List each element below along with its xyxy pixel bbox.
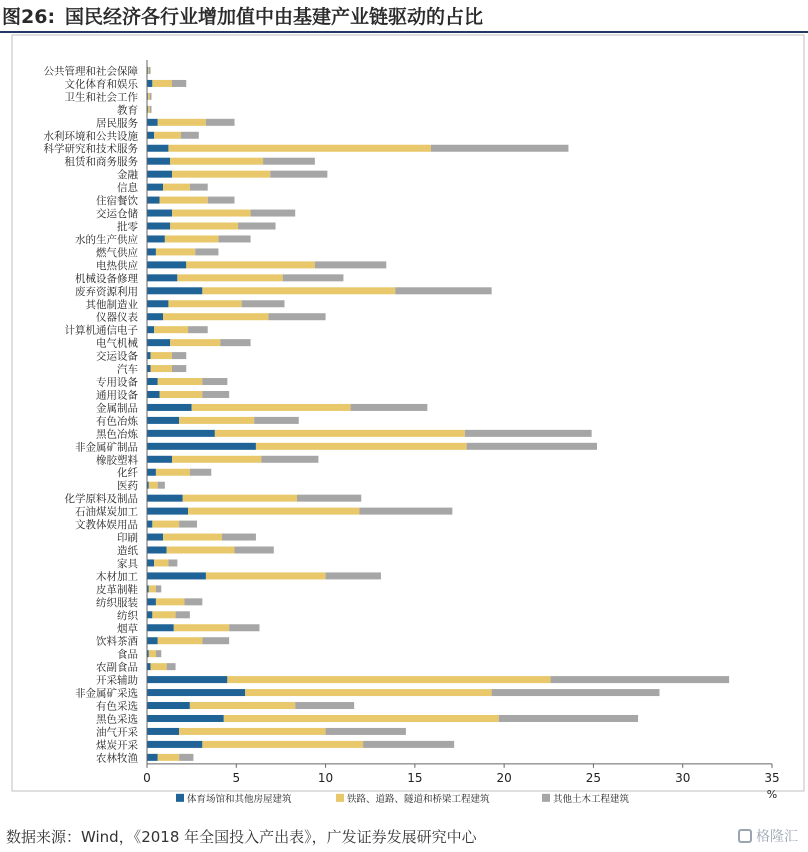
bar-segment (156, 469, 190, 476)
bar-segment (149, 482, 158, 489)
y-tick-label: 住宿餐饮 (96, 195, 138, 208)
bar-segment (147, 689, 245, 696)
y-tick-label: 黑色冶炼 (96, 428, 138, 441)
bar-segment (147, 508, 188, 515)
y-tick-label: 汽车 (117, 363, 138, 376)
bar-segment (395, 287, 491, 294)
y-tick-label: 皮革制鞋 (96, 583, 138, 596)
bar-segment (158, 119, 206, 126)
bar-segment (245, 689, 491, 696)
bar-segment (147, 702, 190, 709)
bar-segment (158, 378, 203, 385)
bar-segment (147, 430, 215, 437)
y-tick-label: 教育 (117, 104, 138, 117)
y-tick-label: 纺织服装 (96, 596, 138, 609)
y-tick-label: 通用设备 (96, 389, 138, 402)
bar-segment (147, 443, 256, 450)
figure-title: 国民经济各行业增加值中由基建产业链驱动的占比 (65, 5, 484, 28)
watermark (738, 826, 798, 846)
bar-segment (185, 598, 203, 605)
bar-segment (235, 547, 274, 554)
y-tick-label: 水的生产供应 (75, 233, 138, 246)
bar-segment (149, 585, 156, 592)
bar-segment (188, 326, 208, 333)
bar-segment (297, 495, 361, 502)
bar-segment (188, 508, 359, 515)
y-tick-label: 水利环境和公共设施 (43, 130, 138, 143)
y-tick-label: 信息 (117, 182, 138, 195)
y-tick-label: 电气机械 (96, 337, 138, 350)
bar-segment (147, 521, 152, 528)
bar-segment (176, 611, 190, 618)
bar-segment (147, 572, 206, 579)
legend-swatch (176, 794, 184, 802)
bar-segment (147, 365, 151, 372)
bar-segment (147, 223, 170, 230)
bar-segment (147, 313, 163, 320)
bar-segment (179, 728, 325, 735)
y-tick-label: 家具 (117, 557, 138, 570)
bar-segment (268, 313, 325, 320)
y-tick-label: 专用设备 (96, 376, 138, 389)
bar-segment (147, 728, 179, 735)
bar-segment (147, 158, 170, 165)
bar-segment (163, 534, 222, 541)
bar-segment (551, 676, 730, 683)
bar-segment (179, 521, 197, 528)
bar-segment (160, 391, 203, 398)
bar-segment (172, 80, 186, 87)
x-tick-label: 0 (143, 770, 151, 785)
bar-segment (261, 456, 318, 463)
bar-segment (158, 482, 165, 489)
bar-segment (147, 248, 156, 255)
bar-segment (149, 650, 156, 657)
legend-swatch (542, 794, 550, 802)
bar-segment (227, 676, 550, 683)
bar-segment (202, 637, 229, 644)
bar-segment (147, 637, 158, 644)
bar-segment (202, 287, 395, 294)
bar-segment (156, 248, 195, 255)
legend-label: 其他土木工程建筑 (553, 793, 630, 805)
bar-segment (147, 534, 163, 541)
y-tick-label: 化学原料及制品 (64, 493, 138, 506)
bar-segment (147, 235, 165, 242)
x-tick-label: 30 (675, 770, 691, 785)
y-tick-label: 废弃资源利用 (75, 285, 138, 298)
bar-segment (202, 378, 227, 385)
bar-segment (147, 378, 158, 385)
bar-segment (147, 119, 158, 126)
bar-segment (147, 261, 186, 268)
bar-segment (168, 300, 241, 307)
bar-segment (242, 300, 285, 307)
bar-segment (172, 365, 186, 372)
bar-segment (163, 313, 268, 320)
bar-segment (170, 223, 238, 230)
bar-segment (172, 210, 251, 217)
bar-segment (150, 93, 152, 100)
bar-segment (147, 132, 154, 139)
bar-segment (218, 235, 250, 242)
y-tick-label: 电热供应 (96, 259, 138, 272)
bar-segment (147, 210, 172, 217)
bar-segment (147, 611, 152, 618)
y-tick-label: 黑色采选 (96, 713, 138, 726)
bar-segment (147, 404, 192, 411)
bar-segment (431, 145, 569, 152)
bar-segment (192, 404, 351, 411)
bar-segment (172, 171, 270, 178)
y-tick-label: 文教体娱用品 (75, 519, 138, 532)
bar-segment (222, 534, 256, 541)
bar-segment (202, 741, 363, 748)
x-tick-label: 15 (407, 770, 423, 785)
bar-segment (172, 456, 261, 463)
bar-segment (147, 274, 177, 281)
bar-segment (158, 754, 179, 761)
y-tick-label: 印刷 (117, 532, 138, 545)
bar-segment (147, 391, 160, 398)
bar-segment (147, 624, 174, 631)
bar-segment (254, 417, 299, 424)
y-tick-label: 卫生和社会工作 (64, 91, 138, 104)
bar-segment (263, 158, 315, 165)
title-divider (0, 31, 808, 33)
bar-segment (174, 624, 229, 631)
bar-segment (147, 326, 154, 333)
bar-segment (148, 93, 150, 100)
y-tick-label: 造纸 (117, 545, 138, 557)
y-tick-label: 非金属矿采选 (75, 687, 138, 700)
bar-segment (179, 754, 193, 761)
y-tick-label: 有色冶炼 (96, 415, 138, 428)
bar-segment (147, 715, 224, 722)
y-tick-label: 木材加工 (96, 570, 138, 583)
bar-segment (202, 391, 229, 398)
bar-segment (165, 235, 219, 242)
bar-segment (152, 80, 172, 87)
stacked-bar-chart (0, 34, 808, 822)
bar-segment (147, 676, 227, 683)
bar-segment (170, 339, 220, 346)
bar-segment (499, 715, 638, 722)
y-tick-label: 金融 (117, 169, 138, 182)
bar-segment (147, 145, 168, 152)
bar-segment (283, 274, 344, 281)
bar-segment (492, 689, 660, 696)
x-tick-label: 25 (585, 770, 602, 785)
y-tick-label: 石油煤炭加工 (75, 506, 138, 519)
bar-segment (179, 417, 254, 424)
bar-segment (152, 521, 179, 528)
bar-segment (151, 365, 172, 372)
y-tick-label: 居民服务 (96, 117, 138, 130)
bar-segment (150, 106, 152, 113)
bar-segment (147, 598, 156, 605)
bar-segment (206, 119, 235, 126)
bar-segment (147, 456, 172, 463)
bar-segment (147, 559, 154, 566)
bar-segment (181, 132, 199, 139)
y-tick-label: 计算机通信电子 (64, 324, 138, 337)
y-tick-label: 纺织 (117, 609, 138, 622)
bar-segment (147, 417, 179, 424)
bar-segment (154, 132, 181, 139)
y-tick-label: 食品 (117, 648, 138, 661)
bar-segment (229, 624, 259, 631)
y-tick-label: 公共管理和社会保障 (43, 65, 138, 78)
x-tick-label: 10 (317, 770, 334, 785)
watermark-logo-icon (738, 829, 752, 843)
y-tick-label: 租赁和商务服务 (64, 156, 138, 169)
y-tick-label: 烟草 (117, 622, 138, 635)
bar-segment (156, 598, 185, 605)
y-tick-label: 其他制造业 (85, 298, 138, 311)
y-tick-label: 交运设备 (96, 350, 138, 363)
bar-segment (363, 741, 454, 748)
bar-segment (168, 559, 177, 566)
bar-segment (351, 404, 428, 411)
bar-segment (147, 80, 152, 87)
y-tick-label: 文化体育和娱乐 (64, 78, 138, 91)
x-unit-label: % (766, 787, 778, 801)
bar-segment (467, 443, 597, 450)
bar-segment (152, 611, 175, 618)
legend-swatch (336, 794, 344, 802)
bar-segment (147, 495, 183, 502)
bar-segment (147, 663, 151, 670)
figure-number: 图26: (2, 5, 56, 28)
bar-segment (163, 184, 190, 191)
y-tick-label: 仪器仪表 (96, 311, 138, 324)
legend-label: 铁路、道路、隧道和桥梁工程建筑 (347, 793, 490, 805)
bar-segment (251, 210, 296, 217)
bar-segment (172, 352, 186, 359)
bar-segment (147, 741, 202, 748)
legend-label: 体育场馆和其他房屋建筑 (187, 793, 292, 805)
x-tick-label: 35 (764, 770, 780, 785)
bar-segment (151, 352, 172, 359)
bar-segment (177, 274, 282, 281)
watermark-text: 格隆汇 (756, 829, 798, 845)
bar-segment (156, 585, 161, 592)
bar-segment (147, 171, 172, 178)
y-tick-label: 批零 (117, 221, 138, 233)
bar-segment (326, 572, 381, 579)
bar-segment (186, 261, 315, 268)
bar-segment (206, 572, 326, 579)
bar-segment (220, 339, 250, 346)
bar-segment (170, 158, 263, 165)
x-tick-label: 5 (232, 770, 241, 785)
y-tick-label: 油气开采 (96, 726, 138, 739)
y-tick-label: 化纤 (117, 467, 138, 480)
bar-segment (168, 145, 431, 152)
bar-segment (215, 430, 465, 437)
y-tick-label: 开采辅助 (96, 674, 138, 687)
bar-segment (158, 637, 203, 644)
bar-segment (147, 469, 156, 476)
y-tick-label: 交运仓储 (96, 208, 138, 221)
bar-segment (208, 197, 235, 204)
bar-segment (147, 300, 168, 307)
y-tick-label: 农副食品 (96, 661, 138, 674)
y-tick-label: 饮料茶酒 (96, 635, 138, 648)
x-tick-label: 20 (496, 770, 512, 785)
bar-segment (360, 508, 453, 515)
bar-segment (148, 106, 150, 113)
bar-segment (167, 663, 176, 670)
figure-header (0, 0, 808, 30)
bar-segment (256, 443, 467, 450)
bar-segment (465, 430, 592, 437)
bar-segment (238, 223, 275, 230)
bar-segment (167, 547, 235, 554)
bar-segment (190, 702, 295, 709)
bar-segment (315, 261, 386, 268)
y-tick-label: 有色采选 (96, 700, 138, 713)
bar-segment (160, 197, 208, 204)
y-tick-label: 煤炭开采 (96, 739, 138, 752)
y-tick-label: 橡胶塑料 (96, 454, 138, 467)
y-tick-label: 医药 (117, 480, 138, 493)
bar-segment (295, 702, 354, 709)
y-tick-label: 科学研究和技术服务 (43, 143, 138, 156)
bar-segment (190, 184, 208, 191)
y-tick-label: 金属制品 (96, 402, 138, 415)
bar-segment (156, 650, 161, 657)
bar-segment (270, 171, 327, 178)
bar-segment (326, 728, 406, 735)
bar-segment (151, 663, 167, 670)
bar-segment (147, 287, 202, 294)
bar-segment (154, 559, 168, 566)
bar-segment (147, 184, 163, 191)
bar-segment (148, 67, 149, 74)
bar-segment (183, 495, 297, 502)
bar-segment (149, 67, 151, 74)
bar-segment (147, 339, 170, 346)
y-tick-label: 非金属矿制品 (75, 441, 138, 454)
bar-segment (147, 754, 158, 761)
bar-segment (147, 197, 160, 204)
y-tick-label: 燃气供应 (96, 246, 138, 259)
y-tick-label: 机械设备修理 (75, 272, 138, 285)
bar-segment (147, 547, 167, 554)
bar-segment (224, 715, 499, 722)
bar-segment (154, 326, 188, 333)
bar-segment (147, 352, 151, 359)
y-tick-label: 农林牧渔 (96, 752, 138, 765)
source-note: 数据来源：Wind，《2018 年全国投入产出表》，广发证券发展研究中心 (6, 828, 477, 846)
bar-segment (190, 469, 211, 476)
bar-segment (195, 248, 218, 255)
